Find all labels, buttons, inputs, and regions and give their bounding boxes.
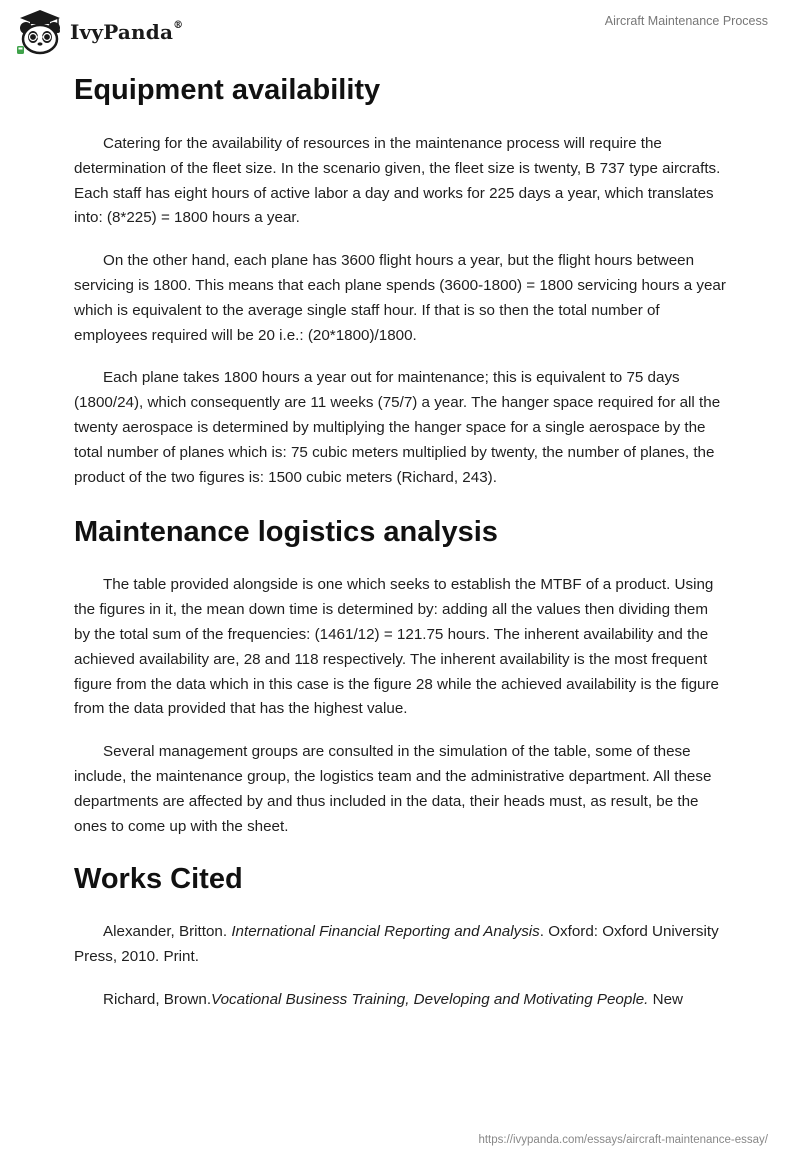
heading-maintenance-logistics: Maintenance logistics analysis	[74, 516, 498, 549]
heading-works-cited: Works Cited	[74, 863, 243, 896]
document-title: Aircraft Maintenance Process	[604, 14, 768, 28]
paragraph: Each plane takes 1800 hours a year out for maintenance; this is equivalent to 75 days (1800/24), which consequently are 11 weeks (75/7) a year. The hanger space required for all the twenty aerospace is determined by multiplying the hanger space for a single aerospace by the total number of planes which is: 75 cubic meters multiplied by twenty, the number of planes, the product of the two figures is: 1500 cubic meters (Richard, 243).	[74, 369, 721, 486]
brand-name: IvyPanda®	[70, 20, 184, 44]
essay-content	[74, 70, 726, 1013]
source-url-link[interactable]: https://ivypanda.com/essays/aircraft-maintenance-essay/	[478, 1134, 768, 1146]
citation: Alexander, Britton. International Financial Reporting and Analysis. Oxford: Oxford University Press, 2010. Print.	[74, 923, 719, 966]
paragraph: Several management groups are consulted in the simulation of the table, some of these include, the maintenance group, the logistics team and the administrative department. All these departments are affected by and thus included in the data, their heads must, as result, be the ones to come up with the sheet.	[74, 743, 712, 835]
citation: Richard, Brown.Vocational Business Training, Developing and Motivating People. New	[103, 990, 683, 1008]
ivypanda-logo[interactable]	[14, 8, 183, 56]
page-header	[0, 0, 800, 64]
heading-equipment-availability: Equipment availability	[74, 74, 381, 106]
panda-graduate-icon	[14, 8, 66, 56]
paragraph: The table provided alongside is one which seeks to establish the MTBF of a product. Using the figures in it, the mean down time is determined by: adding all the values then dividing them by the total sum of the frequencies: (1461/12) = 121.75 hours. The inherent availability and the achieved availability are, 28 and 118 respectively. The inherent availability is the most frequent figure from the data which in this case is the figure 28 while the achieved availability is the figure from the data provided that has the highest value.	[74, 576, 719, 718]
paragraph: On the other hand, each plane has 3600 flight hours a year, but the flight hours between servicing is 1800. This means that each plane spends (3600-1800) = 1800 servicing hours a year which is equivalent to the average single staff hour. If that is so then the total number of employees required will be 20 i.e.: (20*1800)/1800.	[74, 252, 726, 344]
paragraph: Catering for the availability of resources in the maintenance process will require the determination of the fleet size. In the scenario given, the fleet size is twenty, B 737 type aircrafts. Each staff has eight hours of active labor a day and works for 225 days a year, which translates into: (8*225) = 1800 hours a year.	[74, 135, 721, 227]
